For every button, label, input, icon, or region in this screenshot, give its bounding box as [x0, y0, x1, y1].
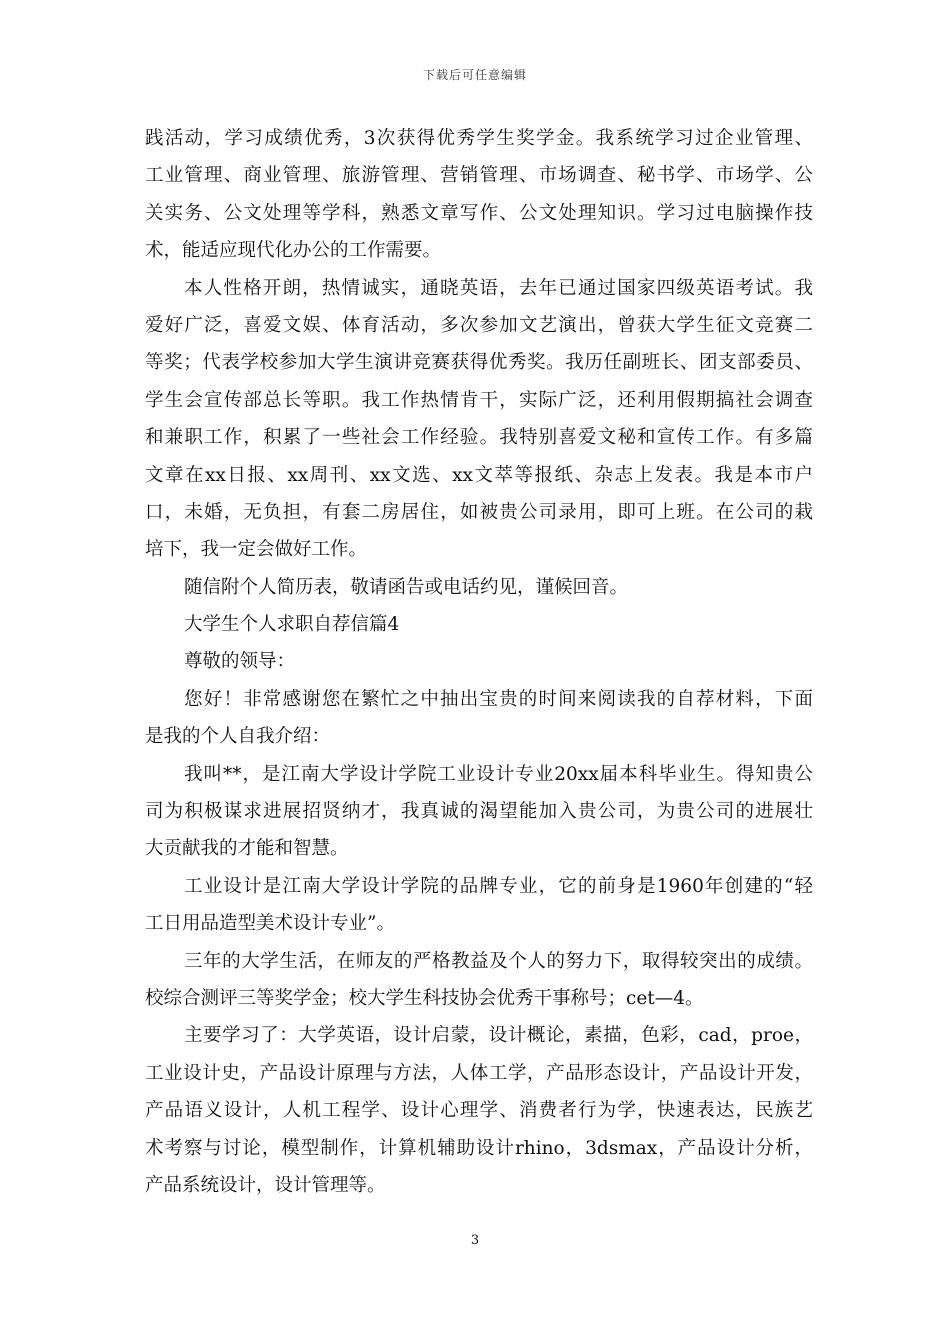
text-line: 关实务、公文处理等学科，熟悉文章写作、公文处理知识。学习过电脑操作技 [145, 202, 813, 224]
text-line: 口，未婚，无负担，有套二房居住，如被贵公司录用，即可上班。在公司的栽 [145, 501, 813, 523]
text-line: 和兼职工作，积累了一些社会工作经验。我特别喜爱文秘和宣传工作。有多篇 [145, 427, 813, 449]
text-line: 学生会宣传部总长等职。我工作热情肯干，实际广泛，还利用假期搞社会调查 [145, 389, 813, 411]
text-line: 培下，我一定会做好工作。 [145, 539, 368, 561]
text-line: 产品系统设计，设计管理等。 [145, 1174, 386, 1196]
text-line: 大学生个人求职自荐信篇4 [184, 614, 400, 636]
text-line: 工业设计史，产品设计原理与方法，人体工学，产品形态设计，产品设计开发， [145, 1062, 813, 1084]
text-line: 随信附个人简历表，敬请函告或电话约见，谨候回音。 [184, 576, 629, 598]
text-line: 产品语义设计，人机工程学、设计心理学、消费者行为学，快速表达，民族艺 [145, 1100, 813, 1122]
page-number: 3 [470, 1233, 480, 1248]
text-line: 工日用品造型美术设计专业”。 [145, 913, 395, 935]
text-line: 您好！非常感谢您在繁忙之中抽出宝贵的时间来阅读我的自荐材料，下面 [184, 688, 813, 710]
text-line: 校综合测评三等奖学金；校大学生科技协会优秀干事称号；cet—4。 [145, 987, 704, 1009]
text-line: 主要学习了：大学英语，设计启蒙，设计概论，素描，色彩，cad，proe， [184, 1025, 813, 1047]
text-line: 工业管理、商业管理、旅游管理、营销管理、市场调查、秘书学、市场学、公 [145, 165, 813, 187]
text-line: 工业设计是江南大学设计学院的品牌专业，它的前身是1960年创建的“轻 [184, 875, 813, 897]
text-line: 本人性格开朗，热情诚实，通晓英语，去年已通过国家四级英语考试。我 [184, 277, 813, 299]
text-line: 文章在xx日报、xx周刊、xx文选、xx文萃等报纸、杂志上发表。我是本市户 [145, 464, 813, 486]
page-header: 下载后可任意编辑 [422, 68, 527, 82]
document-body [145, 120, 813, 1204]
text-line: 大贡献我的才能和智慧。 [145, 838, 349, 860]
text-line: 爱好广泛，喜爱文娱、体育活动，多次参加文艺演出，曾获大学生征文竞赛二 [145, 314, 813, 336]
text-line: 践活动，学习成绩优秀，3次获得优秀学生奖学金。我系统学习过企业管理、 [145, 128, 813, 149]
text-line: 术，能适应现代化办公的工作需要。 [145, 240, 442, 262]
text-line: 尊敬的领导： [184, 651, 296, 673]
text-line: 是我的个人自我介绍： [145, 726, 331, 748]
text-line: 等奖；代表学校参加大学生演讲竞赛获得优秀奖。我历任副班长、团支部委员、 [145, 352, 813, 374]
text-line: 三年的大学生活，在师友的严格教益及个人的努力下，取得较突出的成绩。 [184, 950, 813, 972]
text-line: 术考察与讨论，模型制作，计算机辅助设计rhino，3dsmax，产品设计分析， [145, 1137, 813, 1159]
text-line: 我叫**，是江南大学设计学院工业设计专业20xx届本科毕业生。得知贵公 [184, 763, 813, 785]
text-line: 司为积极谋求进展招贤纳才，我真诚的渴望能加入贵公司，为贵公司的进展壮 [145, 801, 813, 823]
